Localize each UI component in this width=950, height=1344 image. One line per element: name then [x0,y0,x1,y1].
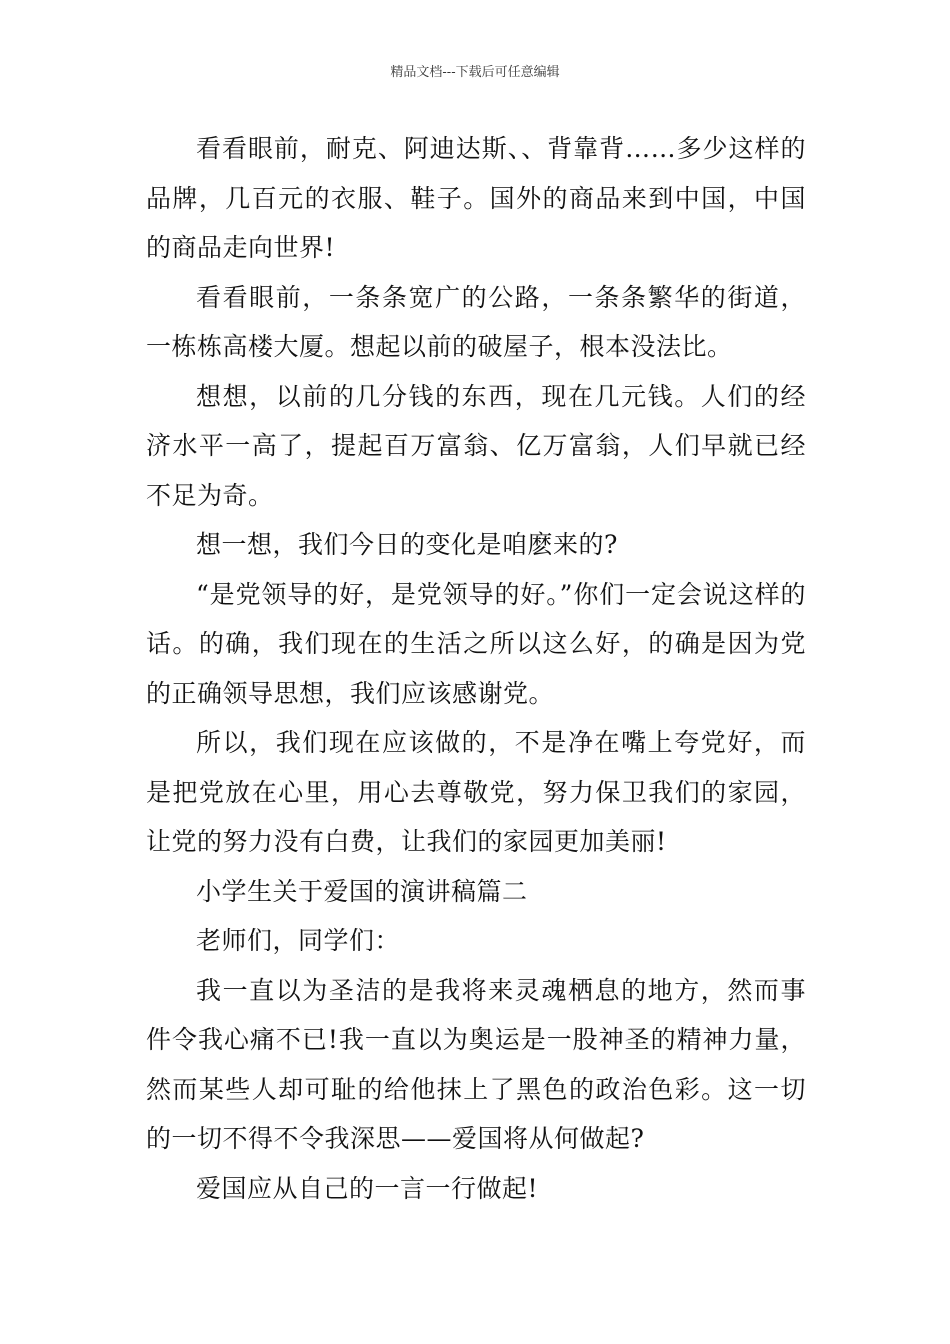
paragraph-question: 想一想，我们今日的变化是咱麽来的? [196,530,618,559]
paragraph-conclusion: 所以，我们现在应该做的，不是净在嘴上夸党好，而是把党放在心里，用心去尊敬党，努力保卫我们的家园，让党的努力没有白费，让我们的家园更加美丽! [146,728,806,856]
document-body [146,124,806,1213]
paragraph-roads: 看看眼前，一条条宽广的公路，一条条繁华的街道，一栋栋高楼大厦。想起以前的破屋子，根本没法比。 [146,282,806,361]
section-title: 小学生关于爱国的演讲稿篇二 [196,876,528,906]
paragraph-party: “是党领导的好，是党领导的好。”你们一定会说这样的话。的确，我们现在的生活之所以这么好，的确是因为党的正确领导思想，我们应该感谢党。 [146,579,806,708]
paragraph-olympics: 我一直以为圣洁的是我将来灵魂栖息的地方，然而事件令我心痛不已!我一直以为奥运是一股神圣的精神力量，然而某些人却可耻的给他抹上了黑色的政治色彩。这一切的一切不得不令我深思——爱国将从何做起? [146,975,806,1153]
paragraph-patriotism: 爱国应从自己的一言一行做起! [196,1173,539,1203]
salutation: 老师们，同学们： [196,926,401,955]
page-header: 精品文档---下载后可任意编辑 [390,65,560,80]
paragraph-brands: 看看眼前，耐克、阿迪达斯、、背靠背……多少这样的品牌，几百元的衣服、鞋子。国外的商品来到中国，中国的商品走向世界! [146,134,806,262]
paragraph-economy: 想想，以前的几分钱的东西，现在几元钱。人们的经济水平一高了，提起百万富翁、亿万富翁，人们早就已经不足为奇。 [146,381,806,510]
